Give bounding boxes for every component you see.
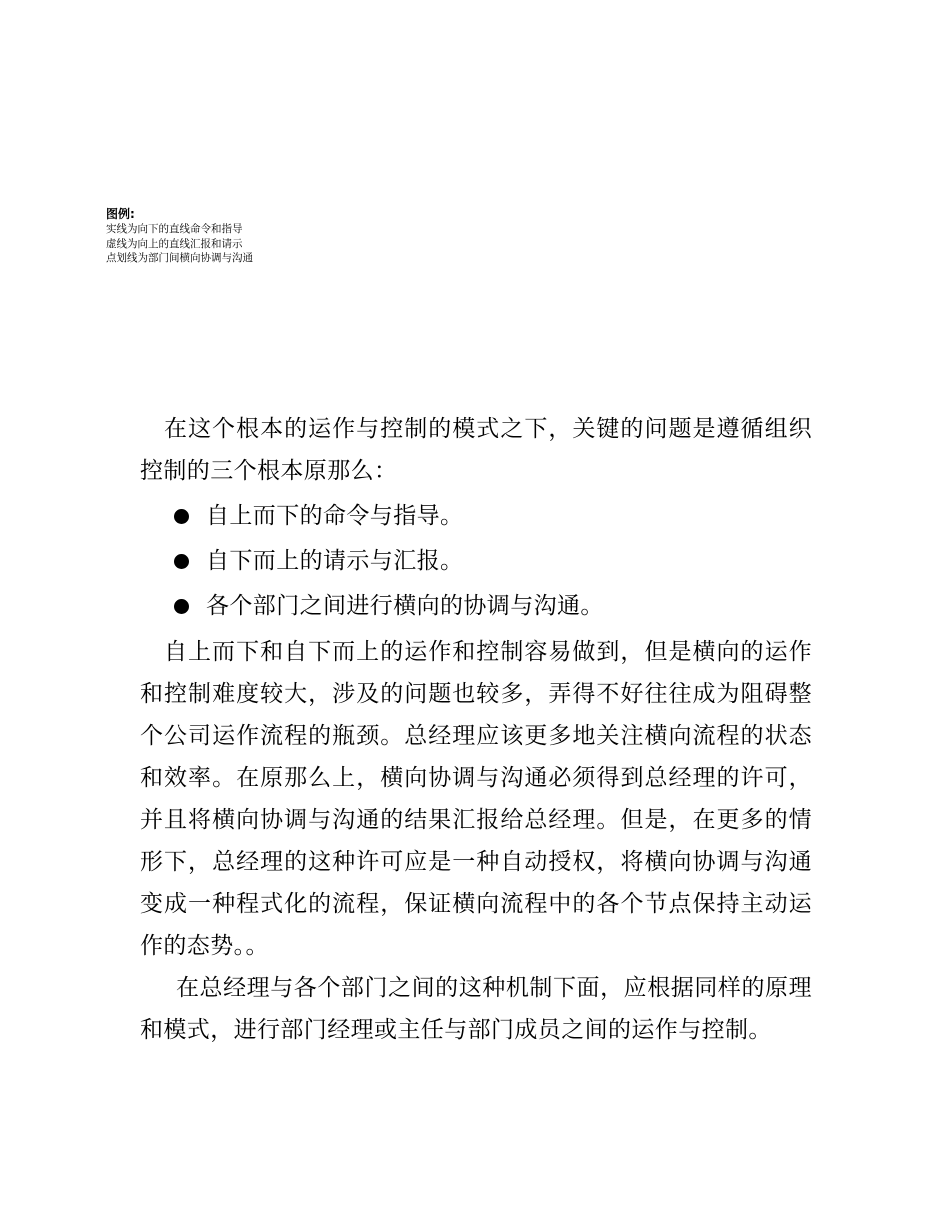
document-body: [140, 408, 812, 1051]
body-paragraph-2: 自上而下和自下而上的运作和控制容易做到，但是横向的运作和控制难度较大，涉及的问题也较多，弄得不好往往成为阻碍整个公司运作流程的瓶颈。总经理应该更多地关注横向流程的状态和效率。在原那么上，横向协调与沟通必须得到总经理的许可，并且将横向协调与沟通的结果汇报给总经理。但是，在更多的情形下，总经理的这种许可应是一种自动授权，将横向协调与沟通变成一种程式化的流程，保证横向流程中的各个节点保持主动运作的态势。。: [140, 639, 812, 959]
body-paragraph-3: 在总经理与各个部门之间的这种机制下面，应根据同样的原理和模式，进行部门经理或主任与部门成员之间的运作与控制。: [140, 975, 812, 1043]
legend-solid-line-note: 实线为向下的直线命令和指导: [106, 223, 243, 235]
list-item: [140, 494, 812, 539]
bullet-icon: [174, 599, 189, 614]
list-item: [140, 584, 812, 629]
legend-title: 图例:: [106, 207, 135, 221]
intro-paragraph: 在这个根本的运作与控制的模式之下，关键的问题是遵循组织控制的三个根本原那么：: [140, 416, 812, 484]
legend-block: [106, 206, 366, 266]
list-item-text: 自上而下的命令与指导。: [206, 503, 464, 529]
list-item: [140, 539, 812, 584]
legend-dash-dot-line-note: 点划线为部门间横向协调与沟通: [106, 252, 253, 264]
principles-list: [140, 494, 812, 629]
bullet-icon: [174, 509, 189, 524]
bullet-icon: [174, 554, 189, 569]
list-item-text: 各个部门之间进行横向的协调与沟通。: [206, 593, 604, 619]
list-item-text: 自下而上的请示与汇报。: [206, 548, 464, 574]
legend-dashed-line-note: 虚线为向上的直线汇报和请示: [106, 237, 243, 250]
